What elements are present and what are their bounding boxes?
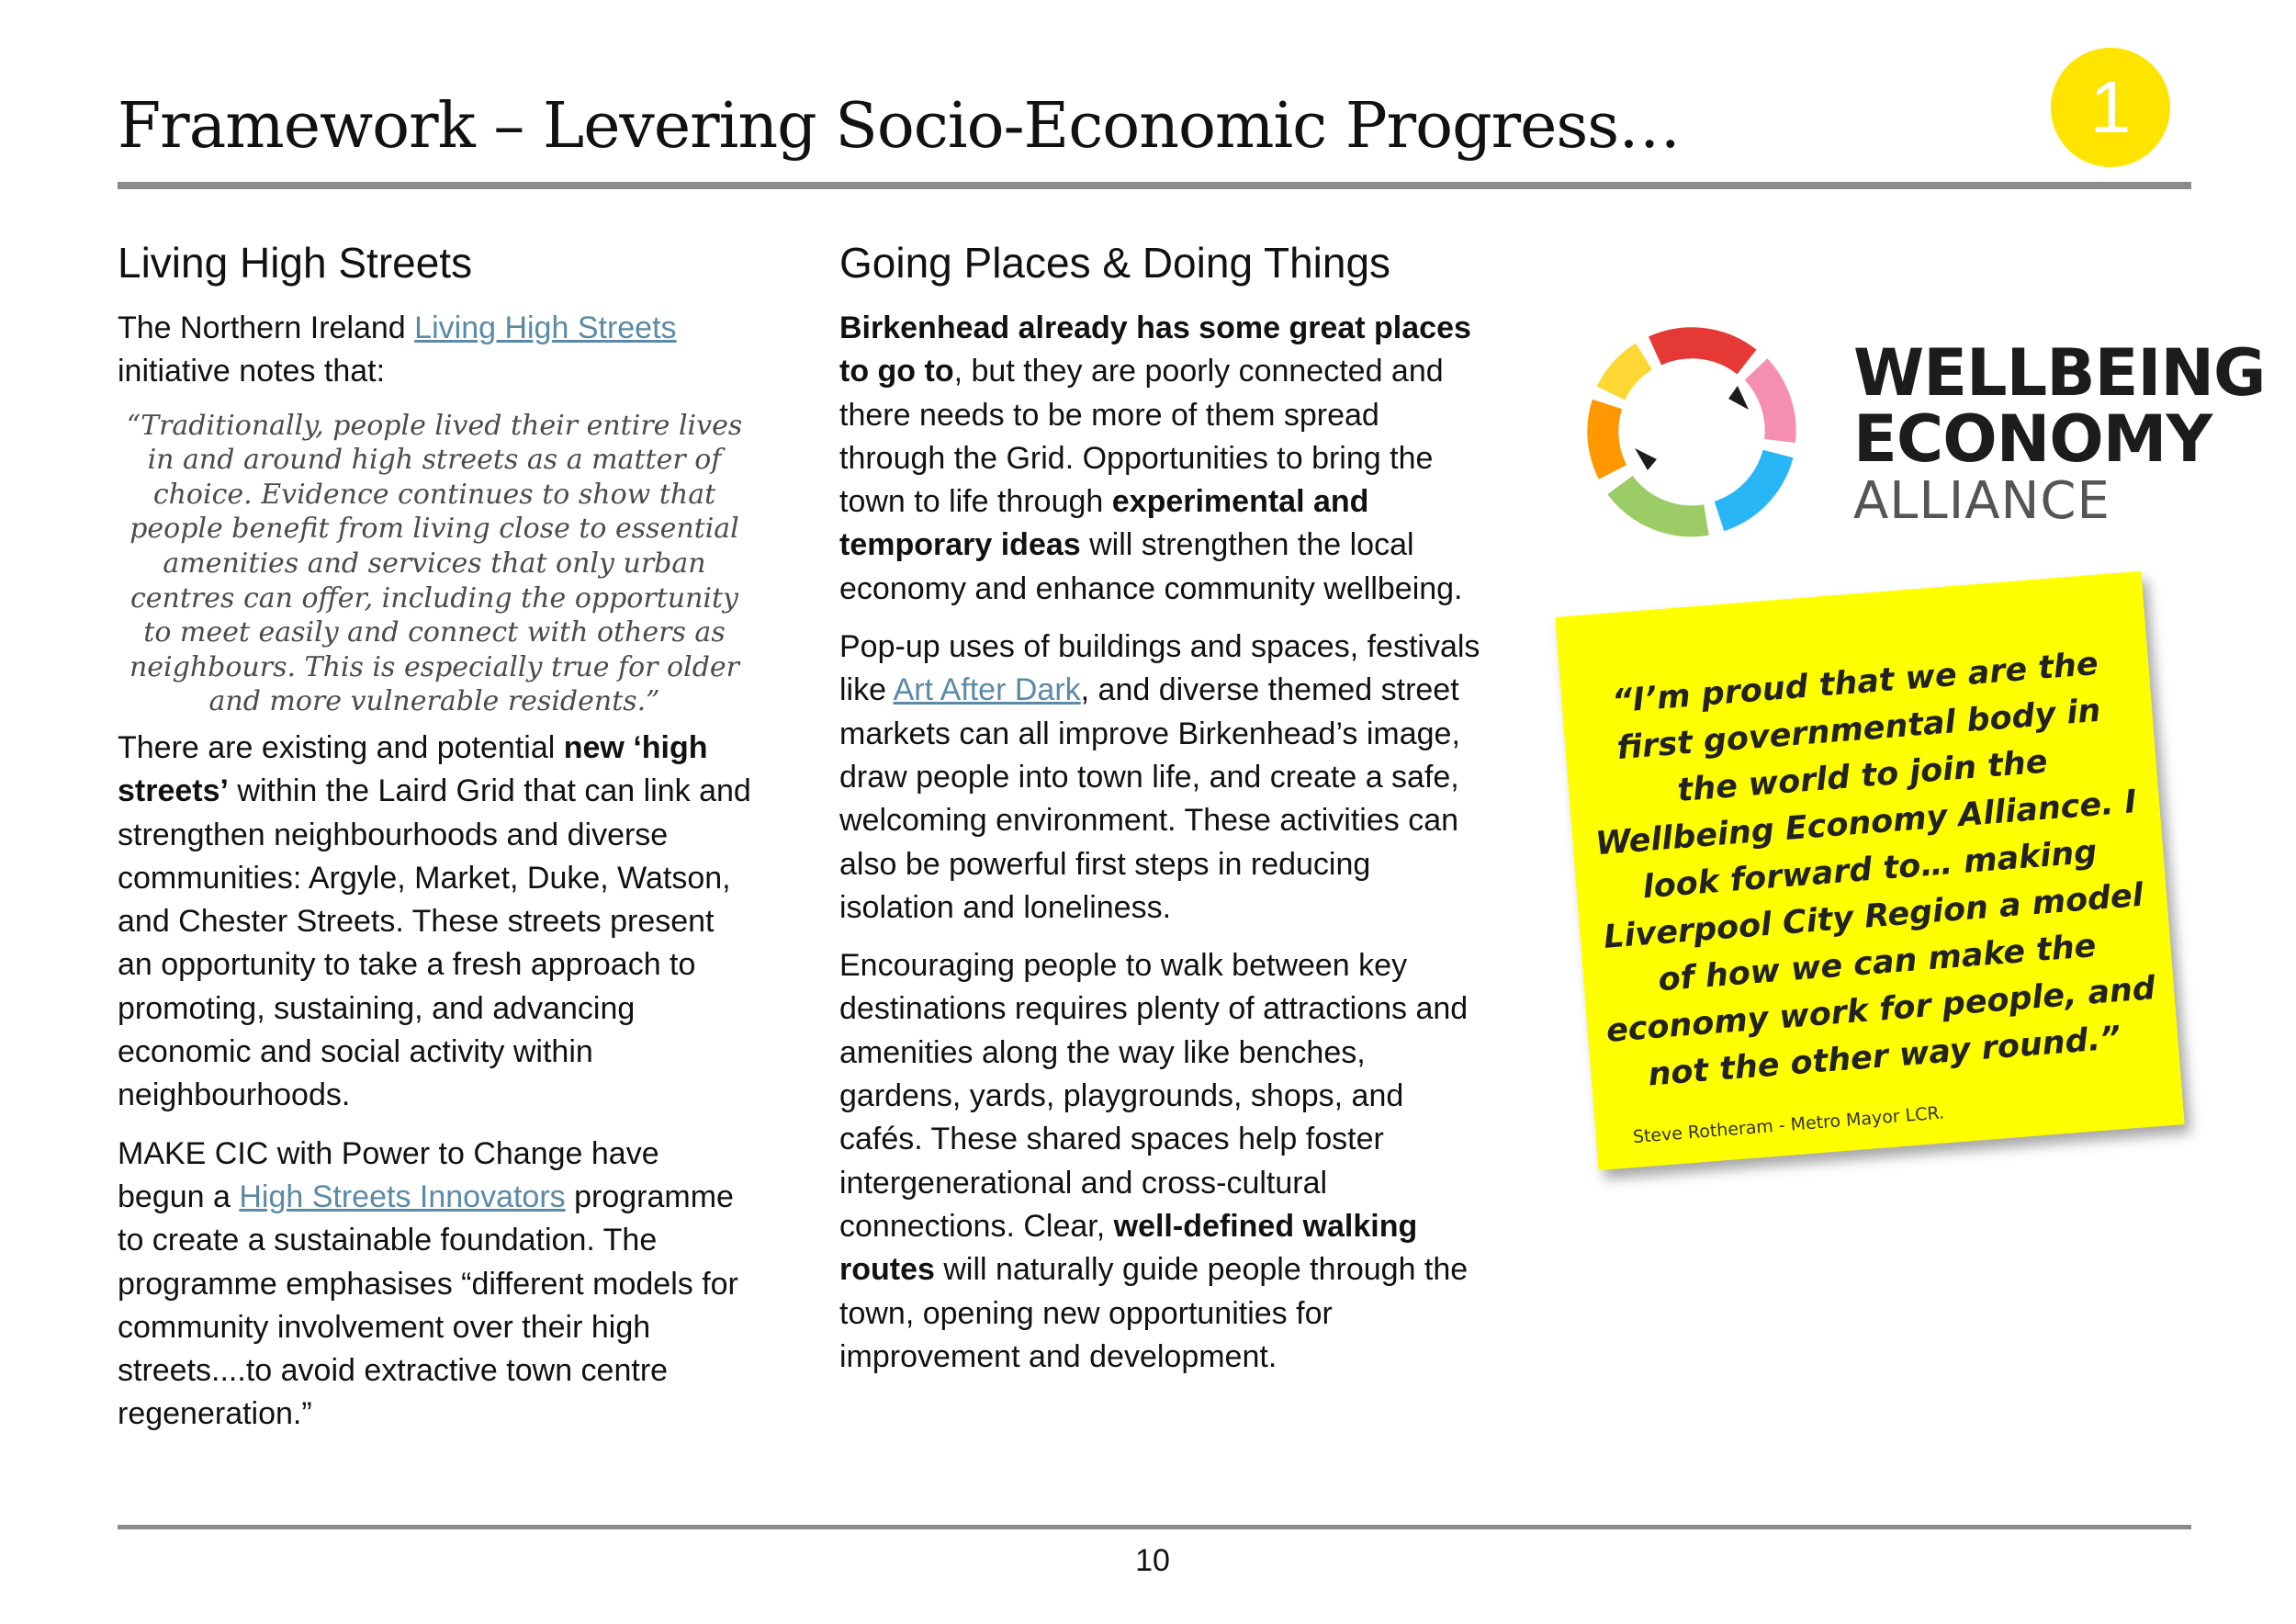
intro-text: The Northern Ireland [118,310,415,345]
paragraph-text: MAKE CIC with Power to Change have begun a [118,1135,659,1214]
logo-arc-orange [1603,404,1613,472]
bold-phrase-2: experimental and temporary ideas [839,484,1369,563]
title-divider [118,182,2191,189]
intro-text-end: initiative notes that: [118,354,386,389]
logo-arc-blue [1719,454,1778,516]
paragraph-text: Encouraging people to walk between key destinations requires plenty of attractions and amenities along the way like benches, gardens, yards, playgrounds, shops, and cafés. These shared spaces help foster intergenerational and cross-cultural connections. Clear, [839,948,1469,1244]
bold-phrase: new ‘high streets’ [118,729,708,809]
logo-line-wellbeing: WELLBEING [1853,335,2266,411]
logo-arc-yellow [1611,356,1644,393]
logo-arc-green [1620,485,1706,521]
blockquote: “Traditionally, people lived their entire lives in and around high streets as a matter of choice. Evidence continues to show that people benefit from living close to essential amenities and services that only urban centres can offer, including the opportunity to meet easily and connect with others as neighbours. This is especially true for older and more vulnerable residents.” [126,409,743,718]
paragraph-text: Pop-up uses of buildings and spaces, festivals like [839,629,1480,708]
page-title: Framework – Levering Socio-Economic Progress… [118,90,1681,163]
paragraph-text-end: will naturally guide people through the town, opening new opportunities for improvement and development. [839,1252,1469,1374]
intro-paragraph [118,307,751,394]
paragraph-text-end: , and diverse themed street markets can all improve Birkenhead’s image, draw people into town life, and create a safe, welcoming environment. These activities can also be powerful first steps in reducing isolation and loneliness. [839,672,1460,925]
logo-arc-pink [1756,369,1781,441]
paragraph-text-end: will strengthen the local economy and enhance community wellbeing. [839,527,1463,606]
section-badge: 1 [2051,48,2170,167]
page-number: 10 [1135,1543,1170,1578]
sticky-note-quote [1555,571,2184,1170]
bold-phrase: Birkenhead already has some great places to go to [839,310,1471,389]
logo-arc-red [1655,343,1747,362]
living-high-streets-link[interactable]: Living High Streets [414,310,677,345]
middle-column [839,237,1482,1393]
high-streets-innovators-link[interactable]: High Streets Innovators [239,1179,566,1214]
pop-up-paragraph [839,626,1482,930]
going-places-heading: Going Places & Doing Things [839,239,1391,287]
living-high-streets-heading: Living High Streets [118,239,473,287]
logo-swirl-1 [1728,386,1749,410]
footer-divider [118,1525,2191,1529]
quote-attribution: Steve Rotheram - Metro Mayor LCR. [1632,1102,1945,1148]
places-paragraph [839,307,1482,611]
new-high-streets-paragraph [118,727,751,1118]
paragraph-text: There are existing and potential [118,729,564,765]
walking-paragraph [839,944,1482,1379]
paragraph-text-end: within the Laird Grid that can link and strengthen neighbourhoods and diverse communities: Argyle, Market, Duke, Watson, and Chester Streets. These streets present an opportunity to take a fresh approach to promoting, sustaining, and advancing economic and social activity within neighbourhoods. [118,773,751,1113]
logo-line-economy: ECONOMY [1853,401,2212,477]
left-column [118,237,751,1451]
paragraph-text: , but they are poorly connected and there needs to be more of them spread through the Grid. Opportunities to bring the town to life through [839,354,1444,520]
art-after-dark-link[interactable]: Art After Dark [893,672,1081,708]
paragraph-text-end: programme to create a sustainable foundation. The programme emphasises “different models for community involvement over their high streets....to avoid extractive town centre regeneration.” [118,1179,738,1432]
logo-line-alliance: ALLIANCE [1853,471,2110,531]
bold-phrase: well-defined walking routes [839,1208,1418,1288]
make-cic-paragraph [118,1133,751,1437]
logo-swirl-2 [1635,448,1657,470]
mayor-quote: “I’m proud that we are the first governmental body in the world to join the Wellbeing Economy Alliance. I look forward to… making Liverpool City Region a model of how we can make the economy work for people, and not the other way round.” [1593,645,2157,1094]
logo-wordmark [1853,335,2266,531]
